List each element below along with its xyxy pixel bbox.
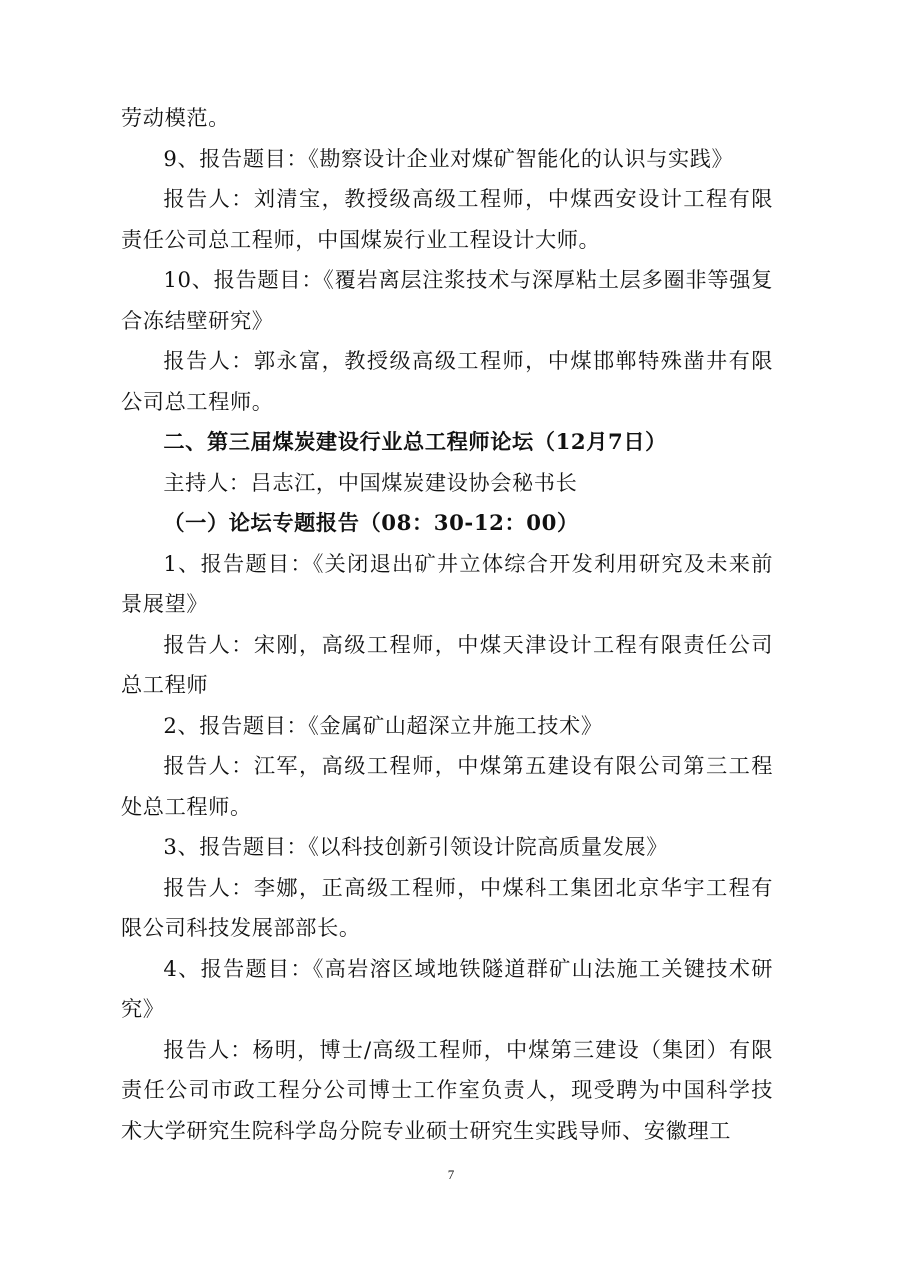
forum-report-title-1: 1、报告题目：《关闭退出矿井立体综合开发利用研究及未来前景展望》 <box>121 550 773 616</box>
subsection-heading-reports: （一）论坛专题报告（08：30-12：00） <box>163 510 579 535</box>
forum-report-title-4: 4、报告题目：《高岩溶区域地铁隧道群矿山法施工关键技术研究》 <box>121 955 773 1021</box>
reporter-9: 报告人：刘清宝，教授级高级工程师，中煤西安设计工程有限责任公司总工程师，中国煤炭行业工程设计大师。 <box>121 186 773 252</box>
reporter-10: 报告人：郭永富，教授级高级工程师，中煤邯郸特殊凿井有限公司总工程师。 <box>121 348 773 414</box>
forum-report-title-3: 3、报告题目：《以科技创新引领设计院高质量发展》 <box>163 834 668 859</box>
forum-reporter-2: 报告人：江军，高级工程师，中煤第五建设有限公司第三工程处总工程师。 <box>121 753 773 819</box>
paragraph-continuation: 劳动模范。 <box>121 105 230 130</box>
forum-reporter-1: 报告人：宋刚，高级工程师，中煤天津设计工程有限责任公司总工程师 <box>121 631 773 697</box>
forum-reporter-3: 报告人：李娜，正高级工程师，中煤科工集团北京华宇工程有限公司科技发展部部长。 <box>121 874 773 940</box>
report-title-9: 9、报告题目：《勘察设计企业对煤矿智能化的认识与实践》 <box>163 145 734 171</box>
forum-reporter-4: 报告人：杨明，博士/高级工程师，中煤第三建设（集团）有限责任公司市政工程分公司博士工作室负责人，现受聘为中国科学技术大学研究生院科学岛分院专业硕士研究生实践导师、安徽理工 <box>121 1036 773 1143</box>
forum-host: 主持人：吕志江，中国煤炭建设协会秘书长 <box>163 469 578 495</box>
section-heading-forum: 二、第三届煤炭建设行业总工程师论坛（12月7日） <box>163 429 667 454</box>
document-body <box>121 98 773 1151</box>
report-title-10: 10、报告题目：《覆岩离层注浆技术与深厚粘土层多圈非等强复合冻结壁研究》 <box>121 267 773 333</box>
page-number: 7 <box>447 1167 455 1182</box>
forum-report-title-2: 2、报告题目：《金属矿山超深立井施工技术》 <box>163 712 603 738</box>
